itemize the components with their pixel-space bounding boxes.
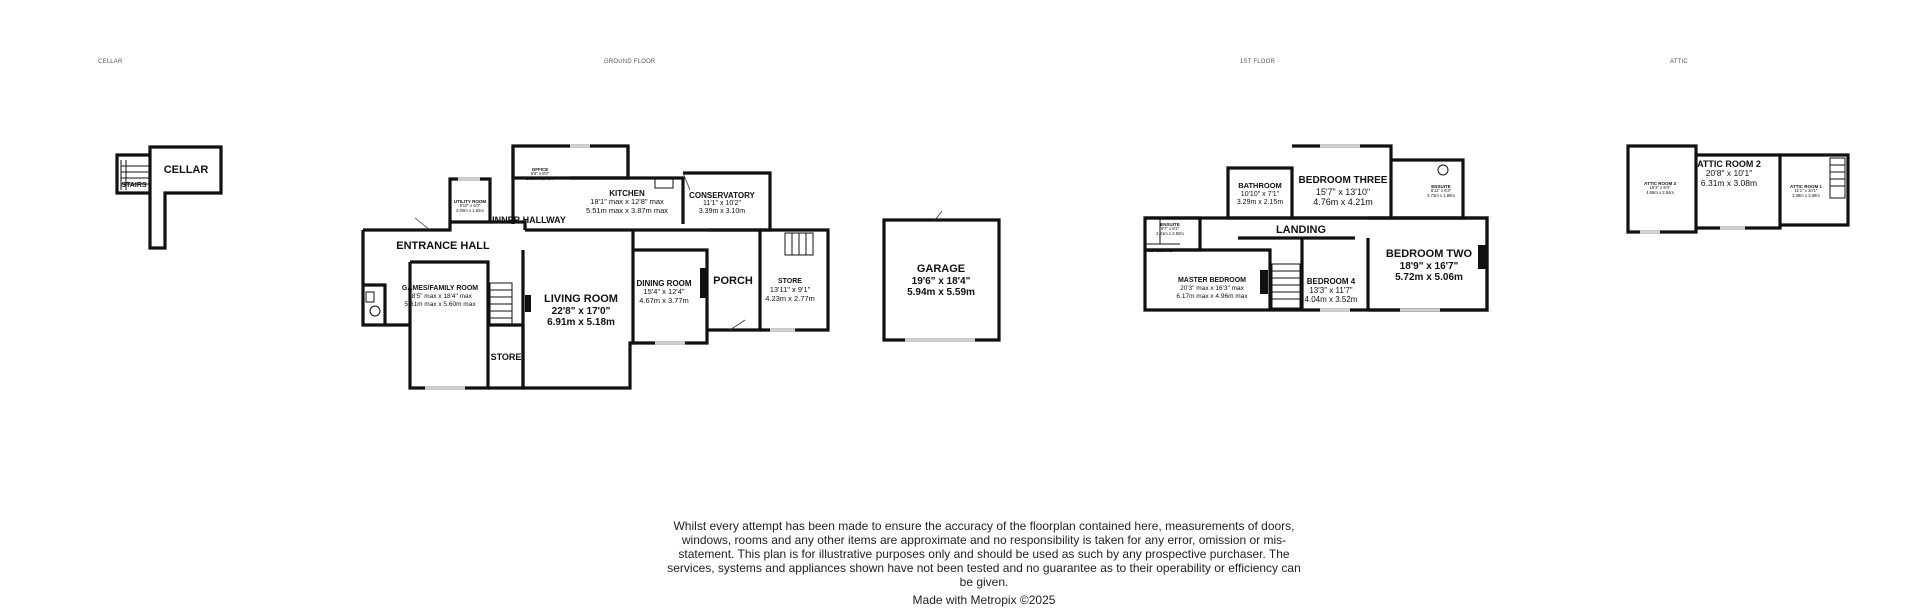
- room-dim-metric: 5.51m max x 3.87m max: [585, 205, 669, 215]
- room-label-utility: [454, 199, 486, 214]
- credit-text: Made with Metropix ©2025: [912, 593, 1056, 607]
- room-dim-metric: 6.31m x 3.08m: [1700, 178, 1758, 189]
- room-name: UTILITY ROOM: [453, 199, 487, 204]
- room-dim-imperial: 13'3" x 11'7": [1309, 286, 1353, 296]
- room-name: LANDING: [1275, 224, 1327, 236]
- room-dim-metric: 5.94m x 5.59m: [907, 287, 975, 299]
- cellar-plan: [117, 147, 221, 248]
- room-dim-metric: 6.17m max x 4.96m max: [1176, 292, 1248, 300]
- room-name: INNER HALLWAY: [492, 215, 566, 225]
- floor-label-ground: GROUND FLOOR: [604, 59, 656, 65]
- room-dim-metric: 2.91m x 2.50m: [1156, 231, 1184, 236]
- room-label-inner-hallway: [492, 215, 566, 225]
- room-label-attic-2: [1697, 159, 1761, 189]
- room-dim-imperial: 15'3" x 9'4": [1649, 185, 1671, 191]
- room-dim-metric: 4.67m x 3.77m: [639, 295, 689, 305]
- room-label-porch: [713, 275, 753, 288]
- room-dim-imperial: 10'10" x 7'1": [1240, 190, 1280, 198]
- room-name: KITCHEN: [609, 189, 645, 198]
- room-name: OFFICE: [531, 167, 549, 172]
- room-label-bedroom-two: [1386, 248, 1472, 284]
- floor-label-cellar: CELLAR: [98, 59, 123, 65]
- room-label-conservatory: [689, 191, 755, 216]
- room-dim-metric: 4.76m x 4.21m: [1313, 196, 1373, 207]
- room-dim-imperial: 22'8" x 17'0": [551, 305, 611, 317]
- room-name: CUPBOARD: [1146, 248, 1174, 253]
- room-dim-imperial: 9'7" x 8'2": [1160, 226, 1180, 232]
- room-label-stairs: [121, 182, 146, 190]
- room-name: STORE: [777, 278, 802, 285]
- room-label-landing: [1276, 224, 1326, 237]
- room-label-garage: [907, 263, 975, 299]
- room-label-bathroom: [1237, 182, 1283, 207]
- room-name: CONSERVATORY: [689, 191, 755, 200]
- room-label-office: [526, 167, 554, 182]
- room-name: BATHROOM: [1238, 181, 1282, 190]
- room-name: ATTIC ROOM 1: [1790, 184, 1822, 189]
- room-label-master: [1176, 277, 1247, 300]
- room-label-kitchen: [586, 189, 668, 215]
- room-label-dining: [636, 279, 691, 305]
- room-name: ATTIC ROOM 2: [1697, 159, 1761, 169]
- room-name: BEDROOM TWO: [1385, 248, 1473, 260]
- room-label-store-small: [491, 352, 522, 362]
- room-dim-metric: 2.73m x 1.90m: [1427, 193, 1455, 198]
- room-dim-metric: 2.60m x 2.43m: [526, 176, 554, 181]
- room-name: ATTIC ROOM 3: [1644, 181, 1676, 186]
- room-dim-metric: 5.61m max x 5.60m max: [404, 300, 476, 308]
- room-dim-imperial: 13'11" x 9'1": [769, 285, 811, 295]
- room-name: LIVING ROOM: [544, 293, 618, 305]
- room-name: ENTRANCE HALL: [396, 240, 490, 252]
- room-label-cupboard: [1147, 248, 1173, 253]
- room-name: STORE: [490, 352, 522, 362]
- room-dim-metric: 3.29m x 2.15m: [1236, 198, 1284, 206]
- room-label-attic-1: [1790, 184, 1822, 199]
- room-label-attic-3: [1644, 181, 1676, 196]
- room-dim-imperial: 8'11" x 6'3": [1430, 188, 1452, 194]
- ground-floor-plan: [363, 146, 828, 388]
- room-dim-imperial: 8'6" x 8'0": [530, 171, 550, 177]
- room-label-ensuite-1: [1427, 184, 1455, 199]
- room-dim-metric: 4.66m x 2.84m: [1646, 190, 1674, 195]
- room-label-ensuite-2: [1156, 222, 1184, 237]
- room-dim-metric: 4.04m x 3.52m: [1304, 295, 1358, 305]
- room-dim-imperial: 15'4" x 12'4": [643, 287, 685, 297]
- room-label-games: [402, 285, 478, 308]
- room-dim-metric: 4.23m x 2.77m: [765, 293, 815, 303]
- room-dim-imperial: 11'1" x 10'1": [1794, 188, 1818, 194]
- room-label-living: [544, 293, 618, 329]
- room-dim-imperial: 11'1" x 10'2": [703, 200, 741, 208]
- room-dim-imperial: 9'10" x 6'0": [459, 203, 481, 209]
- room-dim-imperial: 20'3" max x 16'3" max: [1180, 285, 1244, 293]
- room-label-entrance-hall: [396, 240, 490, 253]
- room-dim-metric: 6.91m x 5.18m: [547, 317, 615, 329]
- room-name: MASTER BEDROOM: [1177, 277, 1247, 284]
- room-name: DINING ROOM: [636, 279, 692, 288]
- room-name: PORCH: [713, 275, 753, 287]
- room-dim-imperial: 18'9" x 16'7": [1399, 260, 1459, 272]
- room-dim-imperial: 20'8" x 10'1": [1705, 168, 1753, 179]
- floor-label-attic: ATTIC: [1670, 59, 1688, 65]
- room-label-bedroom-4: [1305, 277, 1358, 305]
- room-name: ENSUITE: [1160, 222, 1180, 227]
- disclaimer-text: Whilst every attempt has been made to ensure the accuracy of the floorplan contained here, measurements of doors, windows, rooms and any other items are approximate and no responsibility is taken for any error, omission or mis-statement. This plan is for illustrative purposes only and should be used as such by any prospective purchaser. The services, systems and appliances shown have not been tested and no guarantee as to their operability or efficiency can be given.: [667, 519, 1301, 589]
- room-dim-imperial: 19'6" x 18'4": [911, 275, 971, 287]
- floor-label-first: 1ST FLOOR: [1240, 59, 1276, 65]
- room-dim-metric: 3.00m x 1.82m: [456, 208, 484, 213]
- room-name: BEDROOM THREE: [1298, 175, 1388, 186]
- room-dim-metric: 3.38m x 3.08m: [1792, 193, 1820, 198]
- room-dim-metric: 5.72m x 5.06m: [1395, 272, 1463, 284]
- room-dim-imperial: 15'7" x 13'10": [1315, 186, 1371, 197]
- room-name: ENSUITE: [1431, 184, 1451, 189]
- room-name: GAMES/FAMILY ROOM: [401, 285, 479, 292]
- room-dim-imperial: 18'5" max x 18'4" max: [408, 293, 472, 301]
- room-dim-imperial: 18'1" max x 12'8" max: [590, 197, 664, 207]
- room-label-store-ground: [765, 278, 815, 303]
- room-label-bedroom-three: [1299, 175, 1388, 207]
- room-name: CELLAR: [163, 164, 209, 176]
- room-name: BEDROOM 4: [1306, 277, 1356, 286]
- room-label-cellar: [164, 164, 209, 177]
- room-dim-metric: 3.39m x 3.10m: [698, 208, 746, 216]
- room-name: STAIRS: [121, 182, 147, 189]
- room-name: GARAGE: [916, 263, 966, 275]
